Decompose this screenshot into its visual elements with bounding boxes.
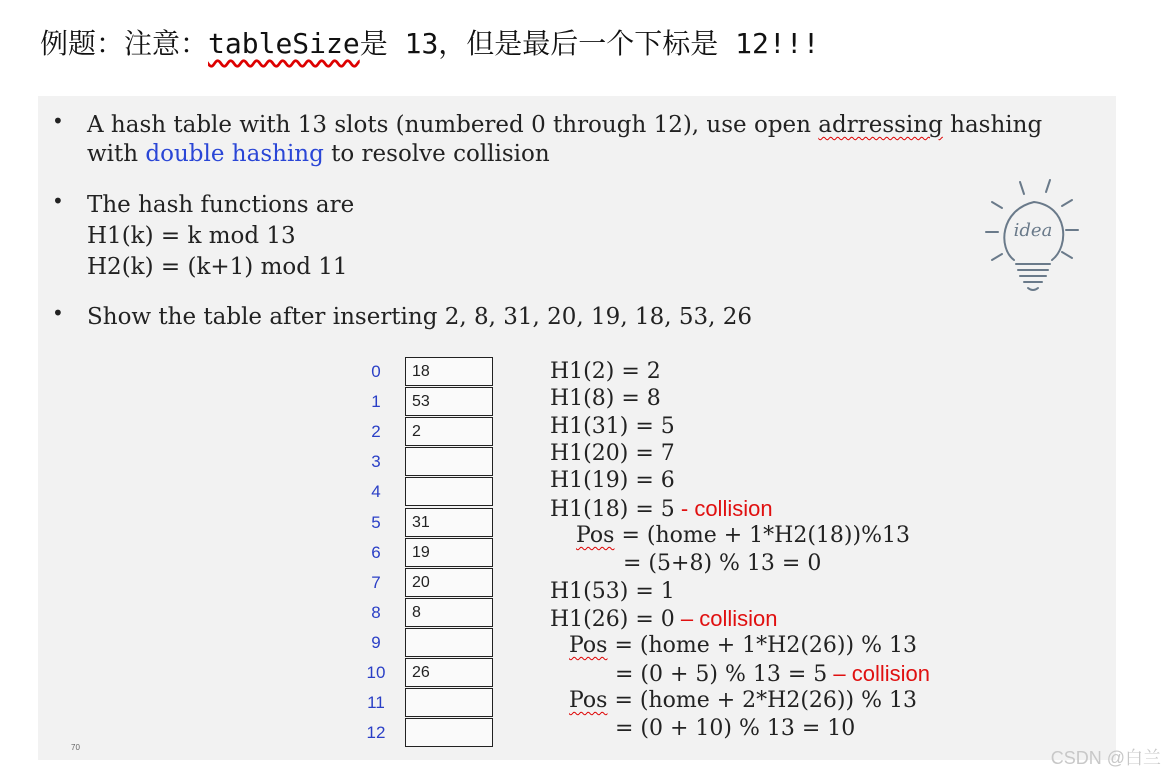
calc-line (569, 633, 917, 658)
bullet-dot: • (52, 189, 64, 213)
calc-line: H1(53) = 1 (550, 579, 675, 604)
calc-line: H1(8) = 8 (550, 386, 661, 411)
slot-index: 6 (371, 542, 381, 562)
calc-line: H1(20) = 7 (550, 441, 675, 466)
heading-prefix: 例题：注意： (40, 27, 209, 60)
slot-cell: 19 (405, 538, 493, 567)
collision-label: - collision (674, 496, 773, 521)
calc-line: H1(31) = 5 (550, 414, 675, 439)
pos-word: Pos (569, 688, 608, 713)
slot-index: 7 (371, 572, 381, 592)
calc-text: = (home + 1*H2(18))%13 (614, 523, 910, 548)
heading-suffix: 是 13，但是最后一个下标是 12!!! (359, 27, 820, 60)
bulb-label: idea (1013, 220, 1053, 241)
calc-line: H1(19) = 6 (550, 468, 675, 493)
bullet1-misspelled-word: adrressing (818, 112, 943, 138)
slot-index: 8 (371, 602, 381, 622)
slot-index: 5 (371, 512, 381, 532)
collision-label: – collision (827, 661, 931, 686)
slot-cell: 2 (405, 417, 493, 446)
double-hashing-term: double hashing (145, 141, 324, 167)
slot-cell (405, 688, 493, 717)
slot-cell: 8 (405, 598, 493, 627)
bullet1-text-a: A hash table with 13 slots (numbered 0 through 12), use open (87, 112, 819, 138)
collision-label: – collision (674, 606, 778, 631)
bullet-dot: • (52, 109, 64, 133)
calc-line (576, 523, 910, 548)
bullet1-line1 (87, 110, 1042, 140)
pos-word: Pos (576, 523, 615, 548)
bullet2-line1: The hash functions are (87, 192, 355, 218)
page-number: 70 (71, 743, 80, 752)
slot-index: 4 (371, 482, 381, 502)
h1-formula: H1(k) = k mod 13 (87, 223, 296, 249)
slot-index: 3 (371, 452, 381, 472)
slot-cell (405, 477, 493, 506)
calc-line: = (5+8) % 13 = 0 (623, 551, 822, 576)
page-heading (40, 22, 819, 62)
calc-text: H1(18) = 5 (550, 497, 675, 522)
calc-line: = (0 + 10) % 13 = 10 (615, 716, 856, 741)
slot-index: 2 (371, 422, 381, 442)
bullet1-line2 (87, 139, 550, 169)
slot-index: 12 (366, 723, 386, 743)
slide-panel (38, 96, 1116, 760)
lightbulb-icon (978, 176, 1088, 296)
slot-cell: 53 (405, 387, 493, 416)
heading-code-term: tableSize (208, 27, 360, 60)
bullet1-text-e: to resolve collision (323, 141, 550, 167)
slot-cell (405, 718, 493, 747)
bullet1-text-d: with (87, 141, 146, 167)
calc-line (569, 688, 917, 713)
slot-cell: 20 (405, 568, 493, 597)
slot-cell (405, 447, 493, 476)
slot-cell (405, 628, 493, 657)
calc-line: H1(2) = 2 (550, 359, 661, 384)
h2-formula: H2(k) = (k+1) mod 11 (87, 254, 348, 280)
slot-cell: 18 (405, 357, 493, 386)
slot-index: 10 (366, 663, 386, 682)
calc-text: = (home + 2*H2(26)) % 13 (607, 688, 917, 713)
slot-index: 11 (367, 693, 385, 713)
pos-word: Pos (569, 633, 608, 658)
slot-index: 1 (371, 392, 381, 412)
slot-index: 0 (371, 362, 381, 381)
csdn-watermark: CSDN @白兰 (1050, 748, 1161, 768)
calc-text: = (home + 1*H2(26)) % 13 (607, 633, 917, 658)
calc-line (550, 496, 773, 522)
calc-line (550, 606, 777, 632)
slot-index: 9 (371, 632, 381, 652)
slot-cell: 26 (405, 658, 493, 687)
bullet3-line1: Show the table after inserting 2, 8, 31, 20, 19, 18, 53, 26 (87, 304, 752, 330)
slot-cell: 31 (405, 508, 493, 537)
calc-line (615, 661, 930, 687)
bullet-dot: • (52, 301, 64, 325)
calc-text: = (0 + 5) % 13 = 5 (615, 662, 828, 687)
calc-text: H1(26) = 0 (550, 607, 675, 632)
bullet1-text-c: hashing (942, 112, 1043, 138)
